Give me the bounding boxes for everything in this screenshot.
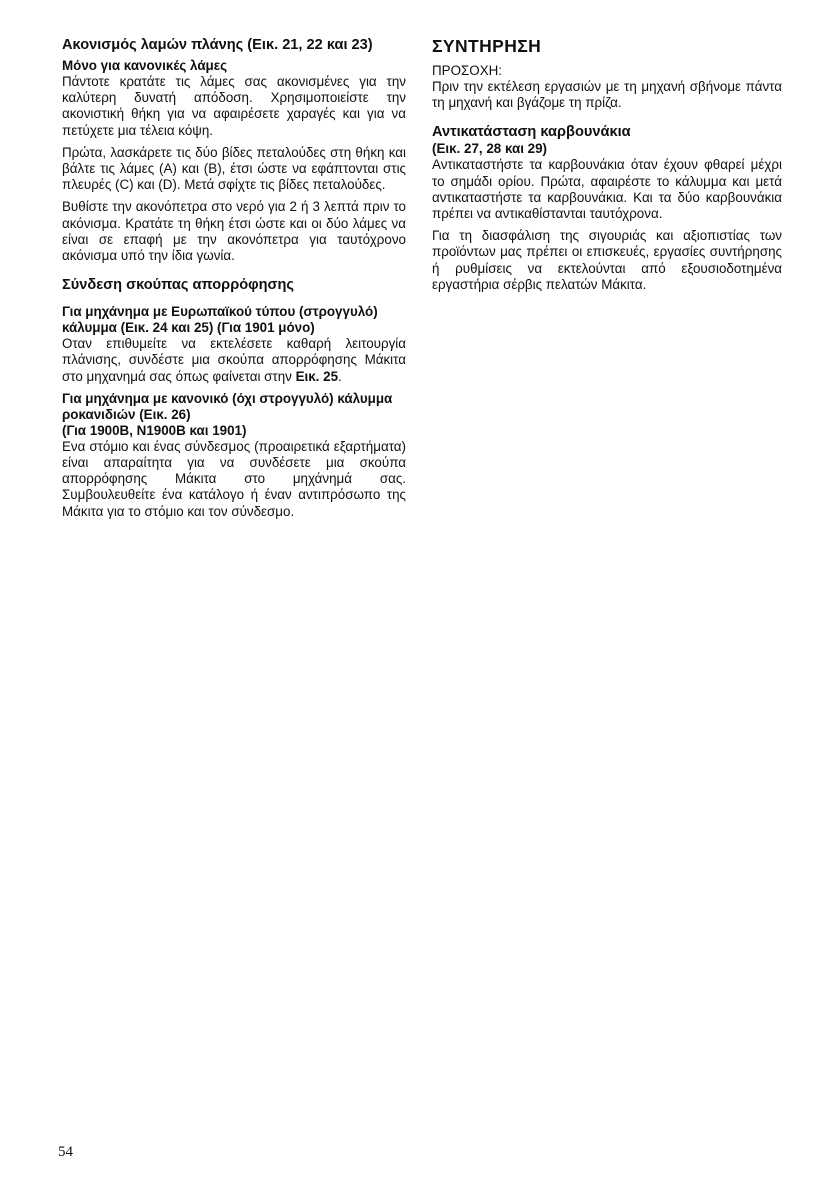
sharpening-heading: Ακονισμός λαμών πλάνης (Εικ. 21, 22 και 23) xyxy=(62,37,373,53)
figure-reference: Εικ. 25 xyxy=(295,368,339,384)
brushes-paragraph-1: Αντικαταστήστε τα καρβουνάκια όταν έχουν φθαρεί μέχρι το σημάδι ορίου. Πρώτα, αφαιρέστε το κάλυμμα και μετά αντικαταστήστε τα καρβουνάκια. Και τα δύο καρβουνάκια πρέπει να αντικαθίστανται ταυτόχρονα. xyxy=(432,157,782,222)
vacuum-paragraph-1-end: . xyxy=(338,368,342,384)
vacuum-subheading-models: (Για 1900Β, Ν1900Β και 1901) xyxy=(62,422,247,438)
sharpening-subheading: Μόνο για κανονικές λάμες xyxy=(62,58,228,73)
vacuum-paragraph-1-text: Οταν επιθυμείτε να εκτελέσετε καθαρή λειτουργία πλάνισης, συνδέστε μια σκούπα απορρόφησης Μάκιτα στο μηχανημά σας όπως φαίνεται στην xyxy=(62,336,406,384)
sharpening-paragraph-3: Βυθίστε την ακονόπετρα στο νερό για 2 ή 3 λεπτά πριν το ακόνισμα. Κρατάτε τη θήκη έτσι ώστε και οι δύο λάμες να είναι σε επαφή με την ακονόπετρα για ταυτόχρονο ακόνισμα υπό την ίδια γωνία. xyxy=(62,199,406,264)
sharpening-paragraph-1: Πάντοτε κρατάτε τις λάμες σας ακονισμένες για την καλύτερη δυνατή απόδοση. Χρησιμοποιείστε την ακονιστική θήκη για να αφαιρέσετε χαραγές και για να πετύχετε μια τέλεια κόψη. xyxy=(62,74,406,138)
caution-text: Πριν την εκτέλεση εργασιών με τη μηχανή σβήνομε πάντα τη μηχανή και βγάζομε τη πρίζα. xyxy=(432,79,782,111)
brushes-figures: (Εικ. 27, 28 και 29) xyxy=(432,141,548,157)
vacuum-paragraph-1 xyxy=(62,336,406,385)
vacuum-subheading-normal: Για μηχάνημα με κανονικό (όχι στρογγυλό) κάλυμμα ροκανιδιών (Εικ. 26) xyxy=(62,390,393,422)
caution-label: ΠΡΟΣΟΧΗ: xyxy=(432,63,503,78)
right-column xyxy=(432,36,782,299)
left-column xyxy=(62,36,406,526)
vacuum-paragraph-2: Ενα στόμιο και ένας σύνδεσμος (προαιρετικά εξαρτήματα) είναι απαραίτητα για να συνδέσετε μια σκούπα απορρόφησης Μάκιτα στο μηχάνημά σας. Συμβουλευθείτε ένα κατάλογο ή έναν αντιπρόσωπο της Μάκιτα για το στόμιο και τον σύνδεσμο. xyxy=(62,438,406,519)
brushes-paragraph-2: Για τη διασφάλιση της σιγουριάς και αξιοπιστίας των προϊόντων μας πρέπει οι επισκευές, εργασίες συντήρησης ή ρυθμίσεις να εκτελούνται από εξουσιοδοτημένα εργαστήρια σέρβις πελατών Μάκιτα. xyxy=(432,228,782,292)
vacuum-subheading-european: Για μηχάνημα με Ευρωπαϊκού τύπου (στρογγυλό) κάλυμμα (Εικ. 24 και 25) (Για 1901 μόνο) xyxy=(62,304,378,336)
brushes-heading: Αντικατάσταση καρβουνάκια xyxy=(432,124,631,141)
maintenance-heading: ΣΥΝΤΗΡΗΣΗ xyxy=(432,36,542,56)
vacuum-heading: Σύνδεση σκούπας απορρόφησης xyxy=(62,277,294,294)
page-number: 54 xyxy=(58,1144,73,1160)
sharpening-paragraph-2: Πρώτα, λασκάρετε τις δύο βίδες πεταλούδες στη θήκη και βάλτε τις λάμες (Α) και (Β), έτσι ώστε να εφάπτονται στις πλευρές (C) και (D). Μετά σφίχτε τις βίδες πεταλούδες. xyxy=(62,144,406,193)
